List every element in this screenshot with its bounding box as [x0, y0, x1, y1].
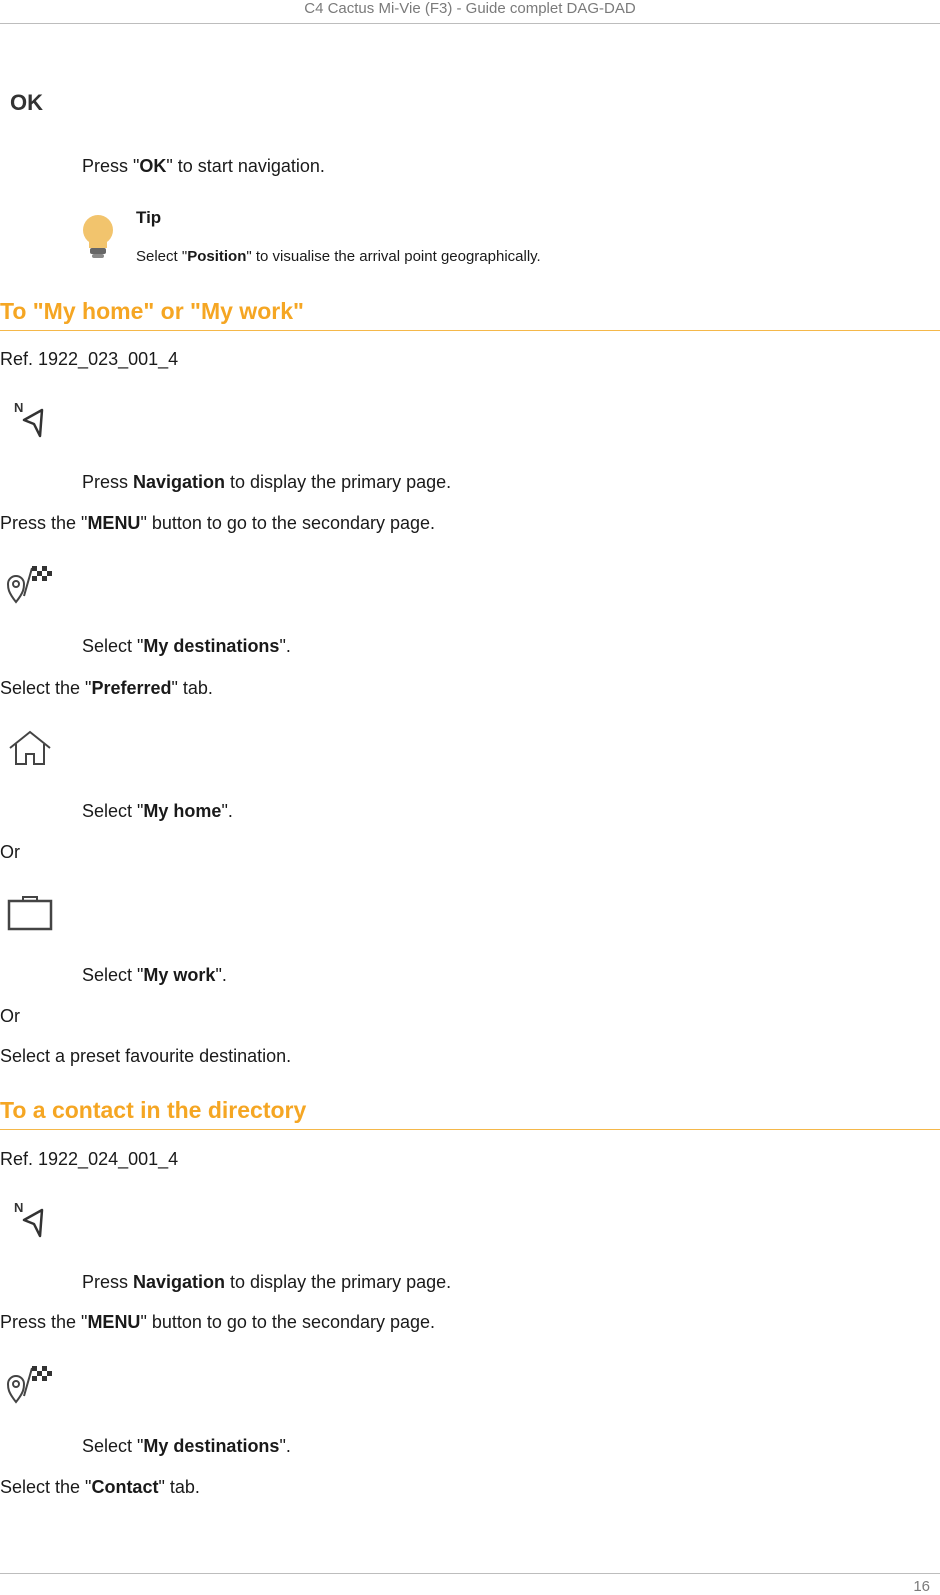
dest-instruction-1 [82, 635, 291, 657]
text: Press the " [0, 1312, 88, 1332]
ok-icon-label: OK [10, 90, 43, 115]
section-heading-contact: To a contact in the directory [0, 1096, 940, 1130]
ref-text: Ref. 1922_023_001_4 [0, 349, 179, 369]
text: ". [221, 801, 233, 821]
tab-instruction-1 [0, 677, 213, 699]
ok-instruction [82, 155, 325, 177]
bold-text: My destinations [143, 636, 280, 656]
home-icon [6, 728, 54, 773]
navigation-icon [14, 1198, 46, 1245]
page-footer [0, 1573, 940, 1595]
north-label: N [14, 1200, 24, 1215]
work-instruction [82, 964, 227, 986]
dest-instruction-2 [82, 1435, 291, 1457]
preset-text: Select a preset favourite destination. [0, 1046, 292, 1066]
menu-instruction-1 [0, 512, 435, 534]
ref-text: Ref. 1922_024_001_4 [0, 1149, 179, 1169]
or-text: Or [0, 842, 20, 862]
nav-instruction-2 [82, 1271, 451, 1293]
bold-text: OK [139, 156, 167, 176]
bold-text: MENU [87, 513, 141, 533]
destination-flag-icon [6, 1362, 54, 1411]
bold-text: My destinations [143, 1436, 280, 1456]
bold-text: Position [187, 248, 247, 265]
text: Select " [82, 801, 144, 821]
text: Select " [82, 1436, 144, 1456]
tab-instruction-2 [0, 1476, 200, 1498]
text: " button to go to the secondary page. [140, 1312, 436, 1332]
text: Select " [82, 636, 144, 656]
text: Select the " [0, 1477, 92, 1497]
tip-text [136, 248, 541, 265]
text: Select the " [0, 678, 92, 698]
text: " tab. [158, 1477, 200, 1497]
text: to display the primary page. [225, 1272, 452, 1292]
text: Press [82, 472, 134, 492]
section-heading-home-work: To "My home" or "My work" [0, 297, 940, 331]
home-instruction [82, 800, 233, 822]
bold-text: Navigation [133, 472, 226, 492]
tip-title: Tip [136, 208, 162, 227]
text: Select " [136, 248, 188, 265]
bold-text: My work [143, 965, 216, 985]
nav-instruction-1 [82, 471, 451, 493]
ok-icon [10, 90, 43, 116]
header-title: C4 Cactus Mi-Vie (F3) - Guide complet DAG-DAD [304, 0, 636, 17]
menu-instruction-2 [0, 1311, 435, 1333]
bold-text: Contact [91, 1477, 159, 1497]
briefcase-icon [6, 893, 54, 938]
text: ". [279, 636, 291, 656]
text: " button to go to the secondary page. [140, 513, 436, 533]
lightbulb-icon [80, 212, 116, 267]
navigation-icon [14, 398, 46, 445]
text: Select " [82, 965, 144, 985]
bold-text: My home [143, 801, 222, 821]
or-text: Or [0, 1006, 20, 1026]
text: ". [279, 1436, 291, 1456]
destination-flag-icon [6, 562, 54, 611]
bold-text: Preferred [91, 678, 172, 698]
text: " to start navigation. [166, 156, 325, 176]
text: " tab. [171, 678, 213, 698]
text: Press " [82, 156, 140, 176]
text: ". [215, 965, 227, 985]
page-number: 16 [913, 1578, 930, 1595]
text: Press the " [0, 513, 88, 533]
text: to display the primary page. [225, 472, 452, 492]
bold-text: Navigation [133, 1272, 226, 1292]
north-label: N [14, 400, 24, 415]
text: " to visualise the arrival point geographically. [246, 248, 541, 265]
text: Press [82, 1272, 134, 1292]
page-header [0, 0, 940, 24]
bold-text: MENU [87, 1312, 141, 1332]
